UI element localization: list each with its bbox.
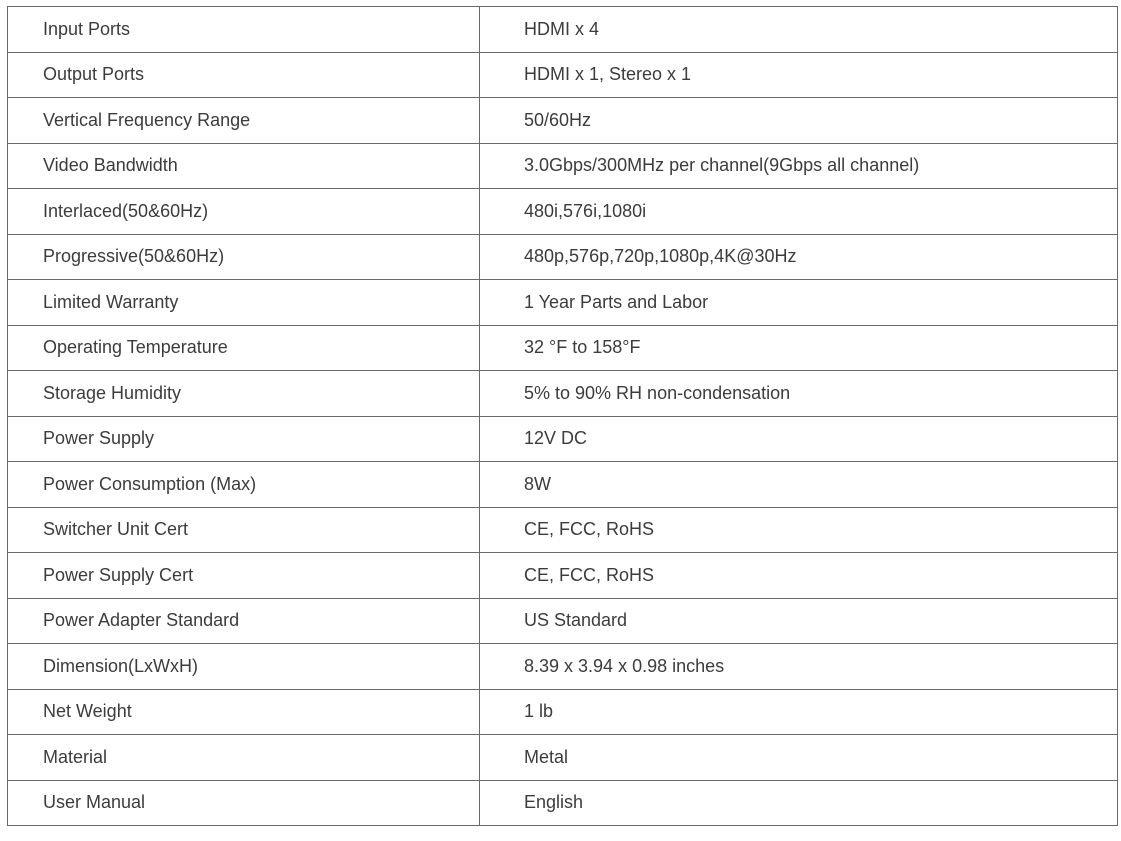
spec-value: CE, FCC, RoHS (480, 553, 1118, 599)
spec-label: Vertical Frequency Range (8, 98, 480, 144)
spec-label: User Manual (8, 780, 480, 826)
spec-value: 50/60Hz (480, 98, 1118, 144)
spec-value: Metal (480, 735, 1118, 781)
spec-label: Output Ports (8, 52, 480, 98)
spec-value: 12V DC (480, 416, 1118, 462)
table-row (8, 644, 1118, 690)
table-row (8, 7, 1118, 53)
spec-value: CE, FCC, RoHS (480, 507, 1118, 553)
spec-value: HDMI x 4 (480, 7, 1118, 53)
table-row (8, 234, 1118, 280)
spec-value: HDMI x 1, Stereo x 1 (480, 52, 1118, 98)
spec-label: Power Supply Cert (8, 553, 480, 599)
spec-value: English (480, 780, 1118, 826)
table-row (8, 507, 1118, 553)
table-row (8, 462, 1118, 508)
spec-label: Net Weight (8, 689, 480, 735)
spec-table-body (8, 7, 1118, 826)
table-row (8, 52, 1118, 98)
spec-label: Material (8, 735, 480, 781)
table-row (8, 371, 1118, 417)
table-row (8, 143, 1118, 189)
table-row (8, 416, 1118, 462)
spec-value: 8.39 x 3.94 x 0.98 inches (480, 644, 1118, 690)
spec-label: Storage Humidity (8, 371, 480, 417)
table-row (8, 598, 1118, 644)
spec-value: 3.0Gbps/300MHz per channel(9Gbps all channel) (480, 143, 1118, 189)
spec-value: 5% to 90% RH non-condensation (480, 371, 1118, 417)
table-row (8, 780, 1118, 826)
spec-label: Progressive(50&60Hz) (8, 234, 480, 280)
spec-value: 1 Year Parts and Labor (480, 280, 1118, 326)
spec-value: 480p,576p,720p,1080p,4K@30Hz (480, 234, 1118, 280)
spec-value: 8W (480, 462, 1118, 508)
spec-label: Limited Warranty (8, 280, 480, 326)
table-row (8, 280, 1118, 326)
table-row (8, 98, 1118, 144)
table-row (8, 189, 1118, 235)
table-row (8, 689, 1118, 735)
spec-label: Dimension(LxWxH) (8, 644, 480, 690)
table-row (8, 735, 1118, 781)
table-row (8, 553, 1118, 599)
spec-label: Interlaced(50&60Hz) (8, 189, 480, 235)
spec-label: Input Ports (8, 7, 480, 53)
spec-label: Switcher Unit Cert (8, 507, 480, 553)
spec-label: Power Supply (8, 416, 480, 462)
spec-value: 1 lb (480, 689, 1118, 735)
spec-value: 480i,576i,1080i (480, 189, 1118, 235)
spec-table (7, 6, 1118, 826)
spec-value: US Standard (480, 598, 1118, 644)
table-row (8, 325, 1118, 371)
spec-label: Power Consumption (Max) (8, 462, 480, 508)
spec-label: Operating Temperature (8, 325, 480, 371)
spec-label: Power Adapter Standard (8, 598, 480, 644)
spec-value: 32 °F to 158°F (480, 325, 1118, 371)
spec-label: Video Bandwidth (8, 143, 480, 189)
